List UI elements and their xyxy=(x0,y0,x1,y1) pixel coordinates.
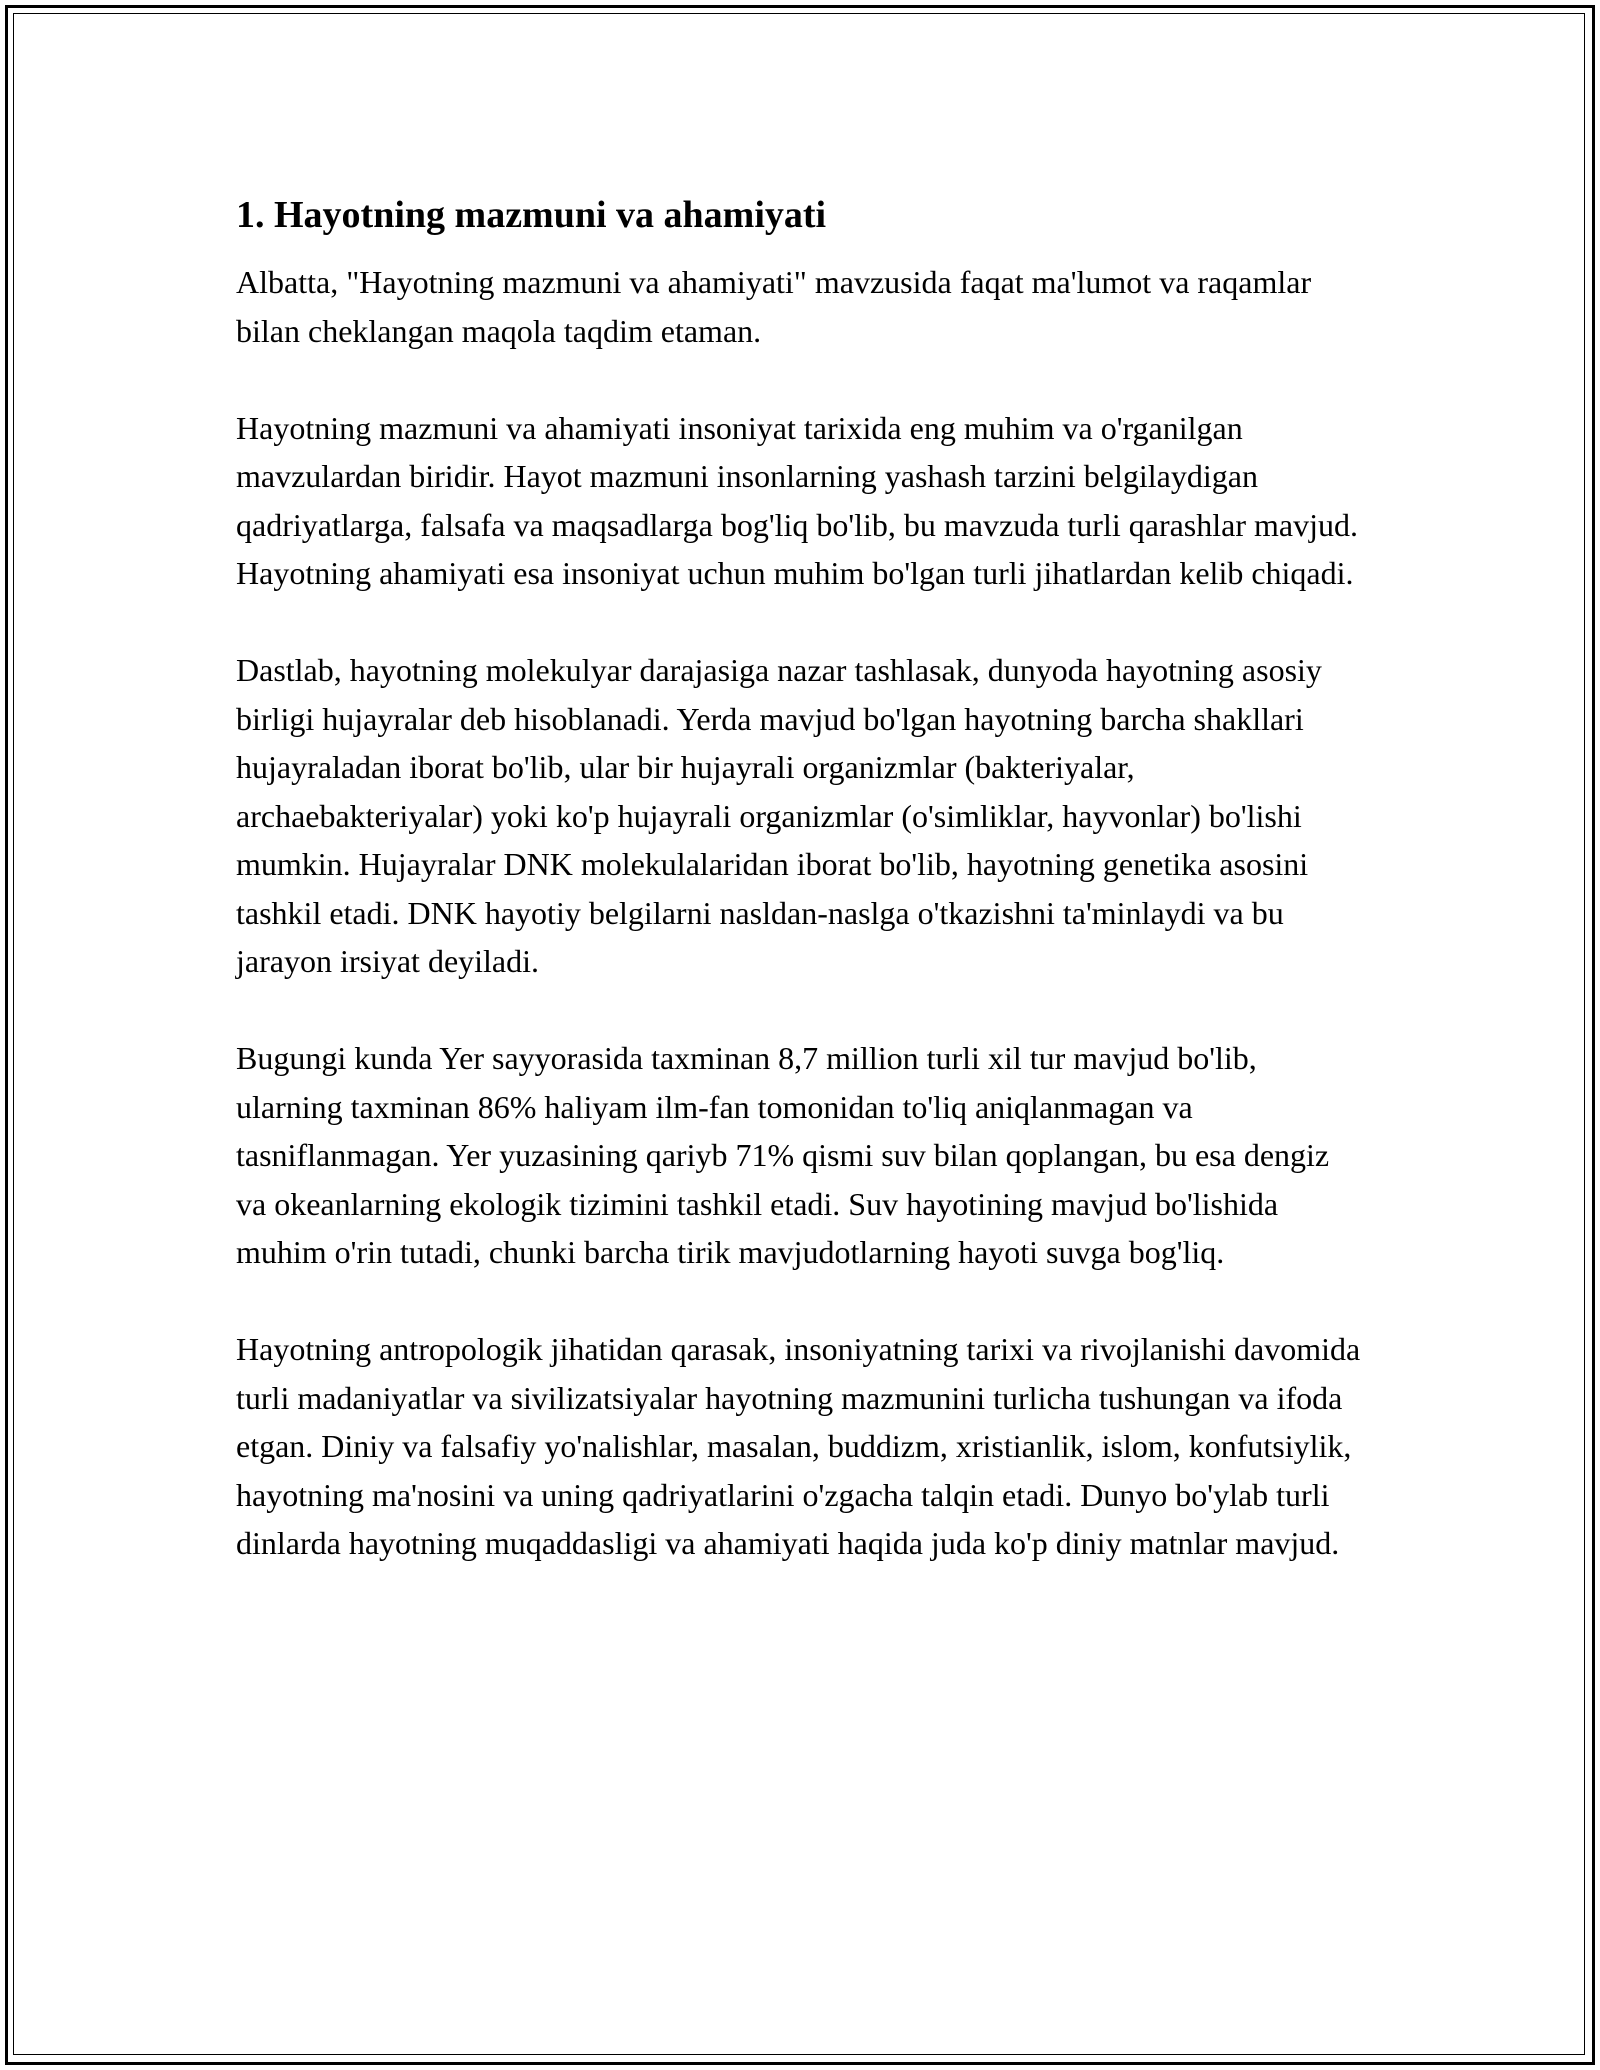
document-body xyxy=(236,186,1366,1616)
section-heading: 1. Hayotning mazmuni va ahamiyati xyxy=(236,194,827,236)
paragraph-anthropology: Hayotning antropologik jihatidan qarasak, insoniyatning tarixi va rivojlanishi davomida turli madaniyatlar va sivilizatsiyalar hayotning mazmunini turlicha tushungan va ifoda etgan. Diniy va falsafiy yo'nalishlar, masalan, buddizm, xristianlik, islom, konfutsiylik, hayotning ma'nosini va uning qadriyatlarini o'zgacha talqin etadi. Dunyo bo'ylab turli dinlarda hayotning muqaddasligi va ahamiyati haqida juda ko'p diniy matnlar mavjud. xyxy=(236,1331,1361,1561)
paragraph-meaning: Hayotning mazmuni va ahamiyati insoniyat tarixida eng muhim va o'rganilgan mavzulardan biridir. Hayot mazmuni insonlarning yashash tarzini belgilaydigan qadriyatlarga, falsafa va maqsadlarga bog'liq bo'lib, bu mavzuda turli qarashlar mavjud. Hayotning ahamiyati esa insoniyat uchun muhim bo'lgan turli jihatlardan kelib chiqadi. xyxy=(236,409,1358,591)
paragraph-species: Bugungi kunda Yer sayyorasida taxminan 8,7 million turli xil tur mavjud bo'lib, ularning taxminan 86% haliyam ilm-fan tomonidan to'liq aniqlanmagan va tasniflanmagan. Yer yuzasining qariyb 71% qismi suv bilan qoplangan, bu esa dengiz va okeanlarning ekologik tizimini tashkil etadi. Suv hayotining mavjud bo'lishida muhim o'rin tutadi, chunki barcha tirik mavjudotlarning hayoti suvga bog'liq. xyxy=(236,1040,1330,1270)
paragraph-molecular: Dastlab, hayotning molekulyar darajasiga nazar tashlasak, dunyoda hayotning asosiy birligi hujayralar deb hisoblanadi. Yerda mavjud bo'lgan hayotning barcha shakllari hujayraladan iborat bo'lib, ular bir hujayrali organizmlar (bakteriyalar, archaebakteriyalar) yoki ko'p hujayrali organizmlar (o'simliklar, hayvonlar) bo'lishi mumkin. Hujayralar DNK molekulalaridan iborat bo'lib, hayotning genetika asosini tashkil etadi. DNK hayotiy belgilarni nasldan-naslga o'tkazishni ta'minlaydi va bu jarayon irsiyat deyiladi. xyxy=(236,652,1322,979)
paragraph-intro: Albatta, "Hayotning mazmuni va ahamiyati" mavzusida faqat ma'lumot va raqamlar bilan cheklangan maqola taqdim etaman. xyxy=(236,264,1312,349)
